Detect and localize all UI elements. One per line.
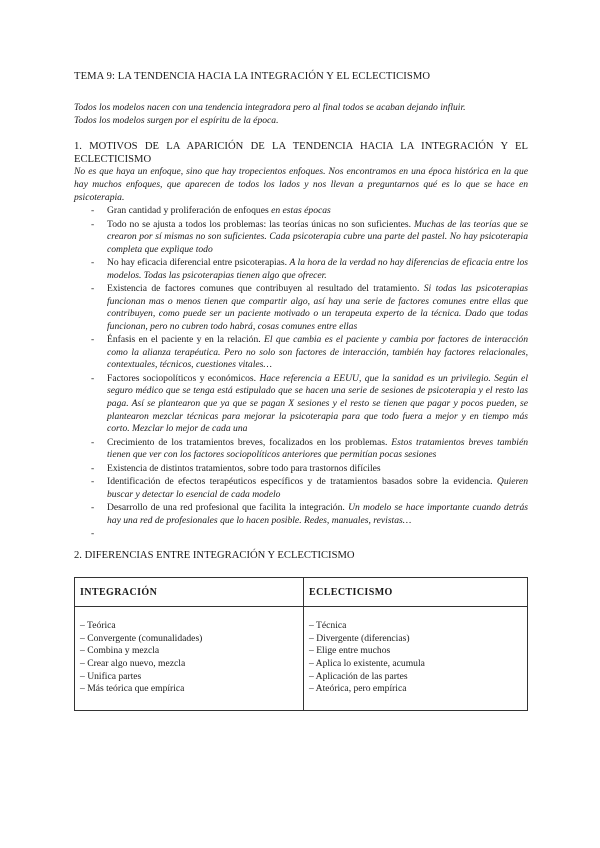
list-item-note: Muchas de las teorías que se crearon por sí mismas no son suficientes. Cada psicoterapia cubre una parte del pastel. No hay psicoterapia completa que explique todo	[107, 218, 528, 255]
list-item-note: El que cambia es el paciente y cambia por factores de interacción como la alianza terapéutica. Pero no solo son factores de interacción, también hay factores relacionales, contextuales, técnicos, cuestiones vitales…	[107, 334, 529, 371]
motives-list	[74, 205, 529, 539]
table-header-row	[75, 578, 528, 607]
list-item-text: No hay eficacia diferencial entre psicoterapias.	[107, 257, 290, 269]
list-item	[74, 334, 528, 372]
list-item-text: Gran cantidad y proliferación de enfoques	[107, 205, 272, 217]
bullet-dash: -	[91, 527, 95, 539]
bullet-dash: -	[91, 372, 95, 384]
table-cell-line: – Combina y mezcla	[80, 645, 160, 657]
list-item-note: en estas épocas	[271, 205, 331, 217]
header-eclecticismo: ECLECTICISMO	[304, 578, 528, 607]
list-item-text: Desarrollo de una red profesional que facilita la integración.	[107, 501, 349, 513]
comparison-table	[74, 577, 528, 711]
intro-text	[74, 102, 528, 127]
intro-line: Todos los modelos surgen por el espíritu de la época.	[74, 114, 279, 126]
list-item-note: Si todas las psicoterapias funcionan mas o menos tienen que compartir algo, así hay una serie de factores comunes entre ellas que contribuyen, como puede ser un paciente motivado o un terapeuta experto de la técnica. Dado que todas funcionan, pero no cubren todo habrá, cosas comunes entre ellas	[107, 283, 528, 332]
list-item-text: Todo no se ajusta a todos los problemas: las teorías únicas no son suficientes.	[107, 218, 415, 230]
table-cell-line: – Aplica lo existente, acumula	[309, 657, 425, 669]
eclecticismo-cell	[304, 607, 528, 711]
section1-heading: 1. MOTIVOS DE LA APARICIÓN DE LA TENDENCIA HACIA LA INTEGRACIÓN Y EL ECLECTICISMO	[74, 141, 528, 165]
bullet-dash: -	[91, 501, 95, 513]
section1-paragraph: No es que haya un enfoque, sino que hay tropecientos enfoques. Nos encontramos en una época histórica en la que hay muchos enfoques, que aparecen de todos los lados y nos llevan a preguntarnos qué es lo que se hace en psicoterapia.	[74, 166, 528, 203]
bullet-dash: -	[91, 218, 95, 230]
table-cell-line: – Unifica partes	[80, 670, 142, 682]
list-item-note: Un modelo se hace importante cuando detrás hay una red de profesionales que lo hacen posible. Redes, manuales, revistas…	[107, 501, 528, 526]
bullet-dash: -	[91, 436, 95, 448]
bullet-dash: -	[91, 462, 95, 474]
list-item	[74, 219, 528, 257]
list-item-text: Existencia de factores comunes que contribuyen al resultado del tratamiento.	[107, 283, 424, 295]
list-item-text: Énfasis en el paciente y en la relación.	[107, 334, 265, 346]
table-row	[75, 607, 528, 711]
list-item-note: Hace referencia a EEUU, que la sanidad es un privilegio. Según el seguro médico que se tenga está estipulado que se hacen una serie de sesiones de psicoterapia y el resto las paga. Así se plantearon que ya que se pagan X sesiones y el resto se tienen que pagar y pocos pueden, se plantearon mezclar técnicas para mejorar la psicoterapia para que todo fuera a mejor y en tiempo más corto. Mezclar lo mejor de cada una	[107, 372, 528, 435]
table-cell-line: – Elige entre muchos	[309, 645, 391, 657]
table-cell-line: – Aplicación de las partes	[309, 670, 408, 682]
intro-line: Todos los modelos nacen con una tendencia integradora pero al final todos se acaban dejando influir.	[74, 102, 466, 113]
bullet-dash: -	[91, 257, 95, 269]
integracion-cell	[75, 607, 304, 711]
list-item	[74, 205, 528, 218]
list-item-text: Factores sociopolíticos y económicos.	[107, 372, 260, 384]
document-title: TEMA 9: LA TENDENCIA HACIA LA INTEGRACIÓN Y EL ECLECTICISMO	[74, 71, 431, 82]
table-cell-line: – Convergente (comunalidades)	[80, 632, 203, 644]
table-cell-line: – Teórica	[80, 620, 116, 632]
list-item	[74, 463, 528, 476]
section2-heading: 2. DIFERENCIAS ENTRE INTEGRACIÓN Y ECLECTICISMO	[74, 550, 355, 562]
table-cell-line: – Más teórica que empírica	[80, 683, 185, 695]
list-item	[74, 502, 528, 527]
header-integracion: INTEGRACIÓN	[75, 578, 304, 607]
table-cell-line: – Ateórica, pero empírica	[309, 683, 407, 695]
list-item-note: Estos tratamientos breves también tienen que ver con los factores sociopolíticos anteriores que permitían pocas sesiones	[107, 436, 528, 461]
list-item-text: Identificación de efectos terapéuticos específicos y de tratamientos basados sobre la evidencia.	[107, 476, 497, 487]
list-item	[74, 476, 528, 501]
table-cell-line: – Técnica	[309, 620, 347, 632]
list-item	[74, 437, 528, 462]
table-cell-line: – Divergente (diferencias)	[309, 632, 410, 644]
list-item-text: Crecimiento de los tratamientos breves, focalizados en los problemas.	[107, 436, 392, 448]
bullet-dash: -	[91, 205, 95, 217]
list-item	[74, 373, 528, 436]
list-item-note: Quieren buscar y detectar lo esencial de cada modelo	[107, 476, 528, 500]
list-item-text: Existencia de distintos tratamientos, sobre todo para trastornos difíciles	[107, 462, 381, 474]
bullet-dash: -	[91, 283, 95, 295]
list-item-note: A la hora de la verdad no hay diferencias de eficacia entre los modelos. Todas las psicoterapias tienen algo que ofrecer.	[107, 257, 528, 281]
bullet-dash: -	[91, 476, 95, 487]
table-cell-line: – Crear algo nuevo, mezcla	[80, 657, 186, 669]
document-page	[74, 70, 528, 711]
bullet-dash: -	[91, 334, 95, 346]
list-item	[74, 283, 528, 333]
list-item	[74, 257, 528, 282]
